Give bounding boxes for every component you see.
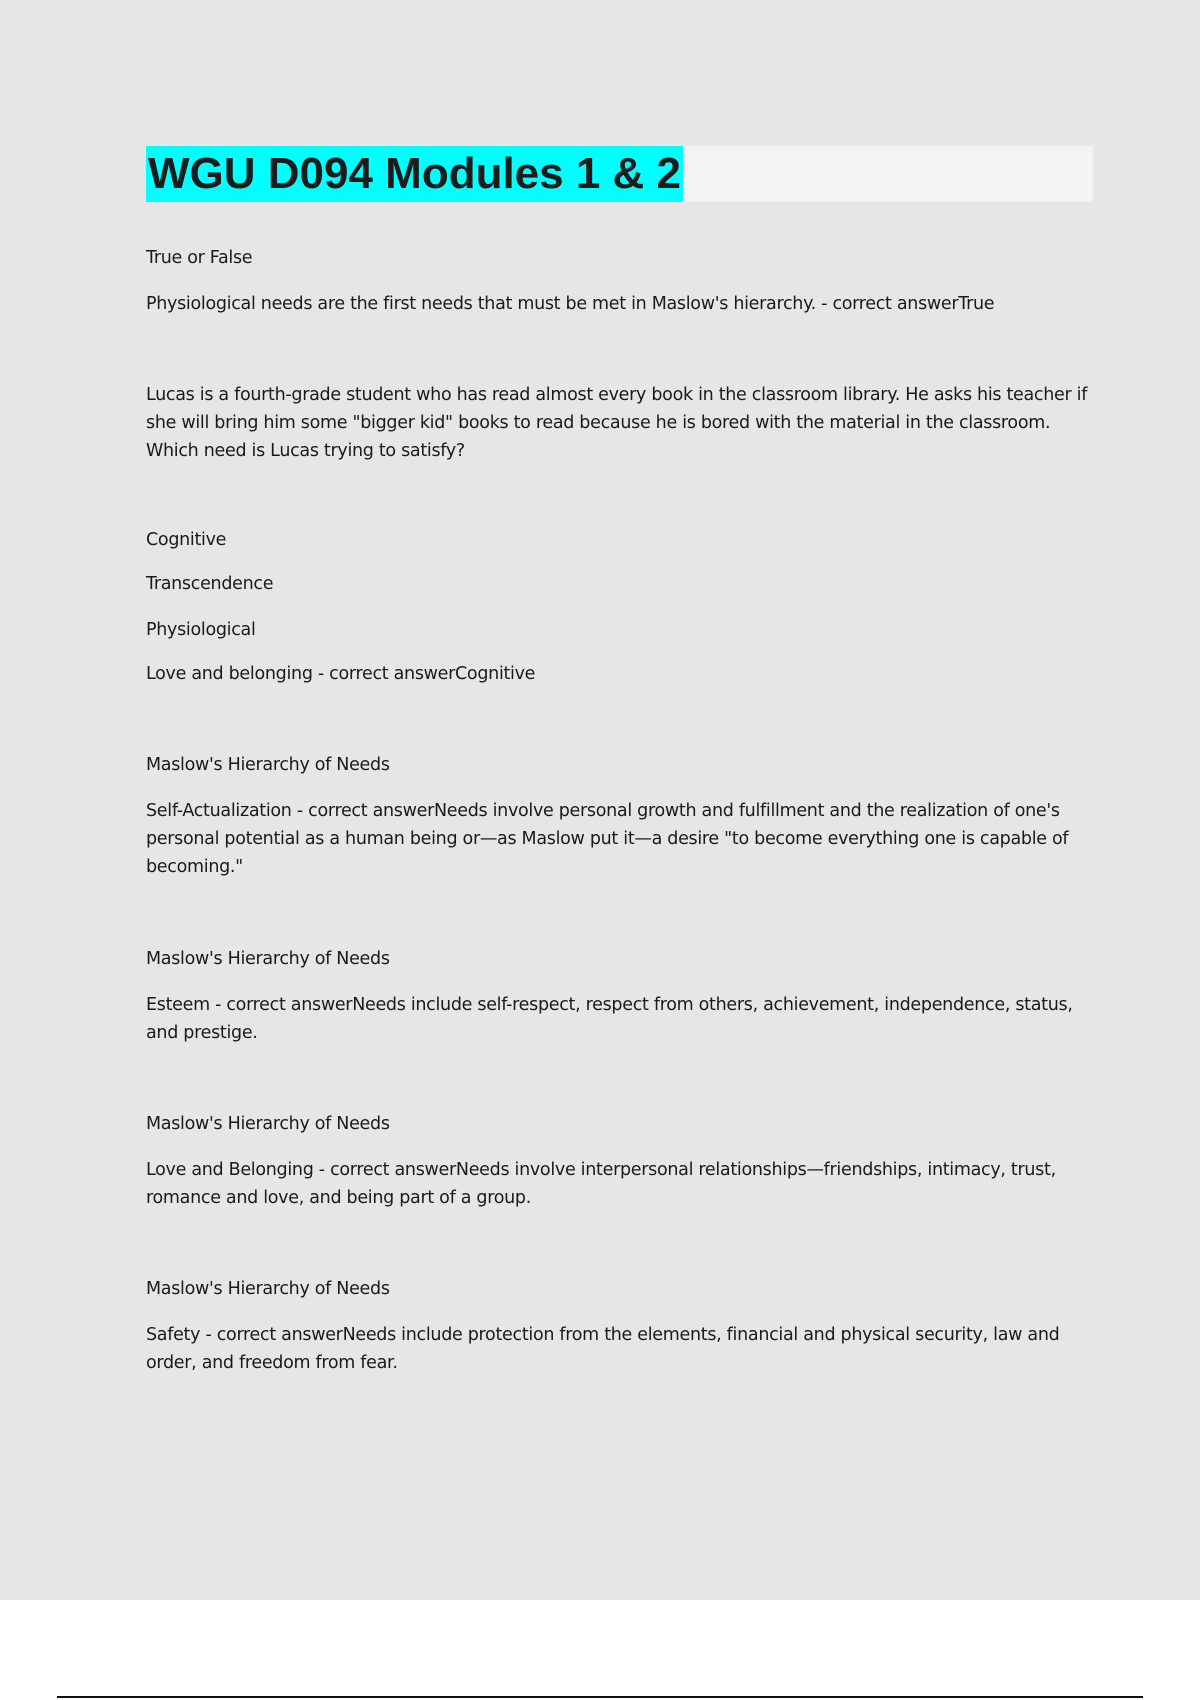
question-answer-1: Physiological needs are the first needs that must be met in Maslow's hierarchy. - correct answerTrue [146,294,995,314]
question-2: Lucas is a fourth-grade student who has read almost every book in the classroom library. He asks his teacher if she will bring him some "bigger kid" books to read because he is bored with the material in the classroom. Which need is Lucas trying to satisfy? [146,385,1088,461]
page-content [146,146,1096,202]
option-transcendence: Transcendence [146,574,274,594]
answer-love-belonging: Love and Belonging - correct answerNeeds involve interpersonal relationships—friendships, intimacy, trust, romance and love, and being part of a group. [146,1160,1056,1208]
page-bottom-divider [57,1696,1143,1698]
option-cognitive: Cognitive [146,530,227,550]
answer-self-actualization: Self-Actualization - correct answerNeeds involve personal growth and fulfillment and the realization of one's personal potential as a human being or—as Maslow put it—a desire "to become everything one is capable of becoming." [146,801,1069,877]
title-bar [146,146,1093,202]
answer-esteem: Esteem - correct answerNeeds include self-respect, respect from others, achievement, independence, status, and prestige. [146,995,1073,1043]
answer-safety: Safety - correct answerNeeds include protection from the elements, financial and physical security, law and order, and freedom from fear. [146,1325,1060,1373]
section-heading: Maslow's Hierarchy of Needs [146,1279,390,1299]
question-type-label: True or False [146,248,253,268]
option-love-answer: Love and belonging - correct answerCognitive [146,664,536,684]
section-heading: Maslow's Hierarchy of Needs [146,1114,390,1134]
document-title: WGU D094 Modules 1 & 2 [146,146,683,202]
option-physiological: Physiological [146,620,256,640]
section-heading: Maslow's Hierarchy of Needs [146,949,390,969]
section-heading: Maslow's Hierarchy of Needs [146,755,390,775]
